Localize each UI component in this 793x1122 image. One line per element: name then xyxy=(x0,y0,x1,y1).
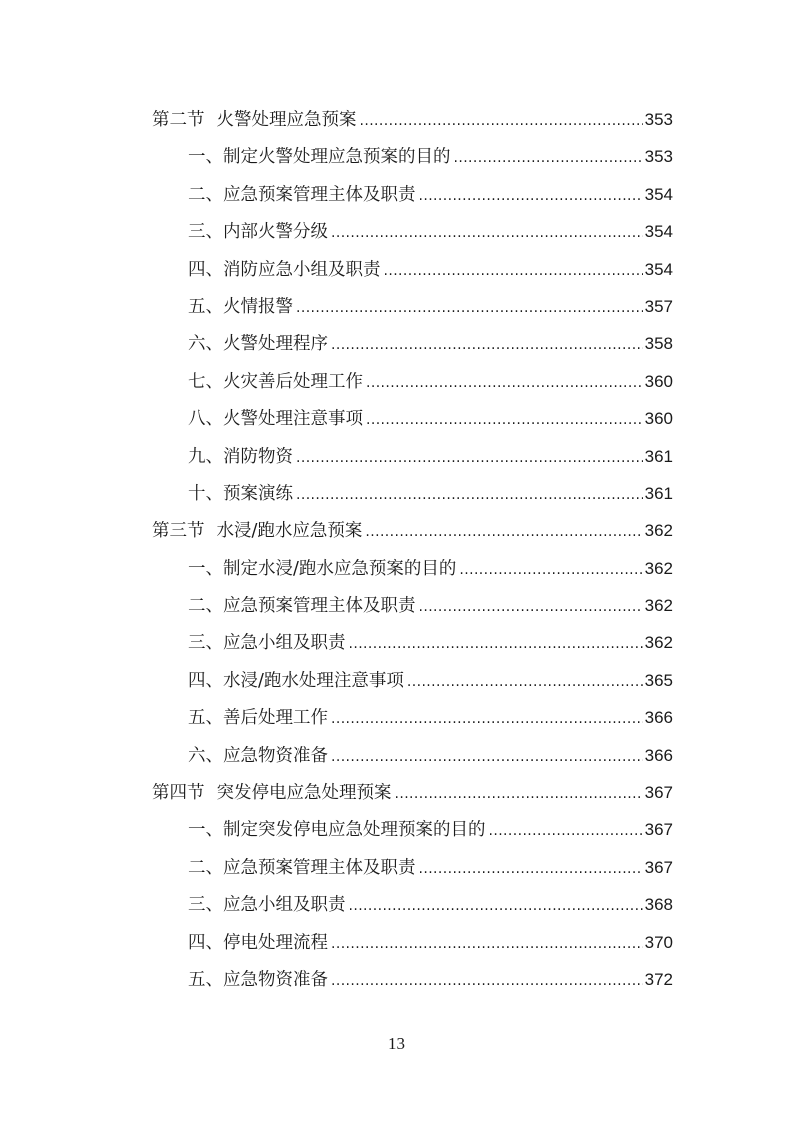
toc-entry-label xyxy=(188,663,404,700)
toc-entry-page: 360 xyxy=(644,409,673,429)
toc-entry-title: 水浸/跑水应急预案 xyxy=(216,521,363,542)
toc-subsection-entry[interactable] xyxy=(152,624,673,661)
toc-entry-page: 370 xyxy=(644,932,673,952)
toc-entry-title: 水浸/跑水处理注意事项 xyxy=(223,670,404,691)
toc-entry-page: 354 xyxy=(644,184,673,204)
toc-dot-leader xyxy=(360,103,643,140)
toc-entry-label xyxy=(188,850,416,887)
toc-dot-leader xyxy=(419,851,643,888)
toc-dot-leader xyxy=(331,963,643,1000)
toc-entry-label xyxy=(188,588,416,625)
toc-entry-title: 制定水浸/跑水应急预案的目的 xyxy=(223,558,457,579)
toc-dot-leader xyxy=(366,365,643,402)
toc-dot-leader xyxy=(454,140,643,177)
toc-entry-page: 362 xyxy=(644,633,673,653)
toc-entry-title: 应急物资准备 xyxy=(223,969,328,990)
toc-entry-label xyxy=(188,700,328,737)
toc-entry-title: 停电处理流程 xyxy=(223,932,328,953)
toc-entry-number: 四、 xyxy=(188,259,223,280)
toc-entry-title: 制定火警处理应急预案的目的 xyxy=(223,147,451,168)
toc-entry-page: 360 xyxy=(644,371,673,391)
toc-entry-label xyxy=(188,738,328,775)
toc-entry-label xyxy=(152,102,357,139)
toc-entry-label xyxy=(188,252,381,289)
toc-entry-label xyxy=(188,625,346,662)
toc-entry-number: 六、 xyxy=(188,334,223,355)
toc-subsection-entry[interactable] xyxy=(152,176,673,213)
toc-dot-leader xyxy=(407,664,643,701)
toc-entry-title: 内部火警分级 xyxy=(223,222,328,243)
toc-entry-page: 366 xyxy=(644,745,673,765)
toc-entry-number: 第三节 xyxy=(152,521,205,542)
toc-subsection-entry[interactable] xyxy=(152,699,673,736)
toc-entry-page: 361 xyxy=(644,446,673,466)
toc-entry-number: 二、 xyxy=(188,857,223,878)
toc-entry-title: 应急小组及职责 xyxy=(223,895,346,916)
toc-entry-label xyxy=(188,326,328,363)
toc-entry-number: 第二节 xyxy=(152,110,205,130)
toc-entry-page: 367 xyxy=(644,857,673,877)
toc-entry-number: 四、 xyxy=(188,670,223,691)
toc-subsection-entry[interactable] xyxy=(152,251,673,288)
toc-dot-leader xyxy=(331,701,643,738)
toc-subsection-entry[interactable] xyxy=(152,886,673,923)
toc-dot-leader xyxy=(296,290,643,327)
toc-subsection-entry[interactable] xyxy=(152,924,673,961)
toc-entry-label xyxy=(188,812,486,849)
toc-entry-number: 第四节 xyxy=(152,783,205,804)
toc-entry-number: 五、 xyxy=(188,708,223,729)
toc-entry-title: 善后处理工作 xyxy=(223,708,328,729)
toc-entry-label xyxy=(152,513,362,550)
toc-entry-number: 六、 xyxy=(188,745,223,766)
page-number: 13 xyxy=(388,1034,405,1053)
toc-dot-leader xyxy=(489,813,643,850)
toc-dot-leader xyxy=(331,327,643,364)
toc-section-entry[interactable] xyxy=(152,774,673,811)
toc-entry-label xyxy=(188,177,416,214)
toc-subsection-entry[interactable] xyxy=(152,363,673,400)
toc-entry-page: 366 xyxy=(644,708,673,728)
toc-entry-number: 八、 xyxy=(188,409,223,430)
toc-entry-number: 五、 xyxy=(188,296,223,317)
toc-dot-leader xyxy=(419,178,643,215)
toc-entry-title: 突发停电应急处理预案 xyxy=(216,783,392,804)
toc-entry-number: 四、 xyxy=(188,932,223,953)
toc-dot-leader xyxy=(366,402,643,439)
toc-dot-leader xyxy=(331,215,643,252)
toc-subsection-entry[interactable] xyxy=(152,288,673,325)
toc-entry-page: 368 xyxy=(644,895,673,915)
toc-dot-leader xyxy=(296,477,643,514)
toc-entry-title: 应急预案管理主体及职责 xyxy=(223,184,416,205)
toc-entry-page: 357 xyxy=(644,296,673,316)
toc-dot-leader xyxy=(365,514,642,551)
toc-entry-label xyxy=(188,476,293,513)
toc-entry-number: 一、 xyxy=(188,558,223,579)
toc-dot-leader xyxy=(459,552,642,589)
toc-entry-number: 七、 xyxy=(188,371,223,392)
toc-entry-number: 九、 xyxy=(188,446,223,467)
toc-entry-number: 三、 xyxy=(188,222,223,243)
toc-entry-label xyxy=(188,925,328,962)
toc-entry-page: 354 xyxy=(644,222,673,242)
toc-subsection-entry[interactable] xyxy=(152,138,673,175)
toc-subsection-entry[interactable] xyxy=(152,662,673,699)
toc-entry-label xyxy=(188,139,451,176)
toc-entry-title: 应急预案管理主体及职责 xyxy=(223,857,416,878)
toc-entry-label xyxy=(188,887,346,924)
toc-entry-page: 358 xyxy=(644,334,673,354)
toc-section-entry[interactable] xyxy=(152,512,673,549)
toc-subsection-entry[interactable] xyxy=(152,325,673,362)
toc-entry-title: 火警处理注意事项 xyxy=(223,409,363,430)
toc-dot-leader xyxy=(331,926,643,963)
toc-entry-title: 火情报警 xyxy=(223,296,293,317)
toc-entry-number: 十、 xyxy=(188,483,223,504)
toc-entry-label xyxy=(188,401,363,438)
toc-entry-number: 二、 xyxy=(188,184,223,205)
toc-dot-leader xyxy=(384,253,643,290)
toc-subsection-entry[interactable] xyxy=(152,213,673,250)
toc-entry-page: 362 xyxy=(644,596,673,616)
toc-entry-page: 361 xyxy=(644,483,673,503)
toc-dot-leader xyxy=(349,626,643,663)
toc-subsection-entry[interactable] xyxy=(152,587,673,624)
toc-subsection-entry[interactable] xyxy=(152,550,673,587)
toc-entry-page: 353 xyxy=(644,110,673,129)
toc-entry-title: 制定突发停电应急处理预案的目的 xyxy=(223,820,486,841)
toc-entry-title: 火警处理程序 xyxy=(223,334,328,355)
toc-subsection-entry[interactable] xyxy=(152,400,673,437)
toc-entry-title: 应急物资准备 xyxy=(223,745,328,766)
toc-entry-page: 353 xyxy=(644,147,673,167)
toc-entry-page: 362 xyxy=(644,558,673,578)
table-of-contents xyxy=(152,101,673,998)
toc-entry-label xyxy=(188,364,363,401)
toc-subsection-entry[interactable] xyxy=(152,849,673,886)
toc-entry-page: 362 xyxy=(644,521,673,541)
toc-subsection-entry[interactable] xyxy=(152,961,673,998)
toc-entry-title: 火灾善后处理工作 xyxy=(223,371,363,392)
toc-entry-title: 消防应急小组及职责 xyxy=(223,259,381,280)
toc-entry-number: 一、 xyxy=(188,147,223,168)
toc-entry-title: 应急小组及职责 xyxy=(223,633,346,654)
toc-entry-title: 消防物资 xyxy=(223,446,293,467)
toc-entry-label xyxy=(188,439,293,476)
toc-subsection-entry[interactable] xyxy=(152,475,673,512)
toc-entry-label xyxy=(188,214,328,251)
toc-entry-number: 三、 xyxy=(188,633,223,654)
toc-subsection-entry[interactable] xyxy=(152,737,673,774)
toc-dot-leader xyxy=(331,739,643,776)
toc-entry-label xyxy=(188,551,456,588)
toc-entry-label xyxy=(188,962,328,999)
toc-subsection-entry[interactable] xyxy=(152,811,673,848)
toc-entry-page: 372 xyxy=(644,969,673,989)
toc-dot-leader xyxy=(349,888,643,925)
toc-entry-title: 预案演练 xyxy=(223,483,293,504)
toc-entry-number: 二、 xyxy=(188,596,223,617)
toc-entry-title: 火警处理应急预案 xyxy=(216,110,357,130)
toc-entry-title: 应急预案管理主体及职责 xyxy=(223,596,416,617)
toc-entry-number: 三、 xyxy=(188,895,223,916)
toc-entry-page: 367 xyxy=(644,783,673,803)
toc-entry-number: 五、 xyxy=(188,969,223,990)
toc-section-entry[interactable] xyxy=(152,101,673,138)
toc-entry-page: 354 xyxy=(644,259,673,279)
toc-entry-page: 365 xyxy=(644,670,673,690)
toc-dot-leader xyxy=(419,589,643,626)
toc-dot-leader xyxy=(296,440,643,477)
toc-dot-leader xyxy=(395,776,643,813)
toc-entry-page: 367 xyxy=(644,820,673,840)
toc-entry-number: 一、 xyxy=(188,820,223,841)
toc-entry-label xyxy=(188,289,293,326)
toc-entry-label xyxy=(152,775,392,812)
toc-subsection-entry[interactable] xyxy=(152,438,673,475)
